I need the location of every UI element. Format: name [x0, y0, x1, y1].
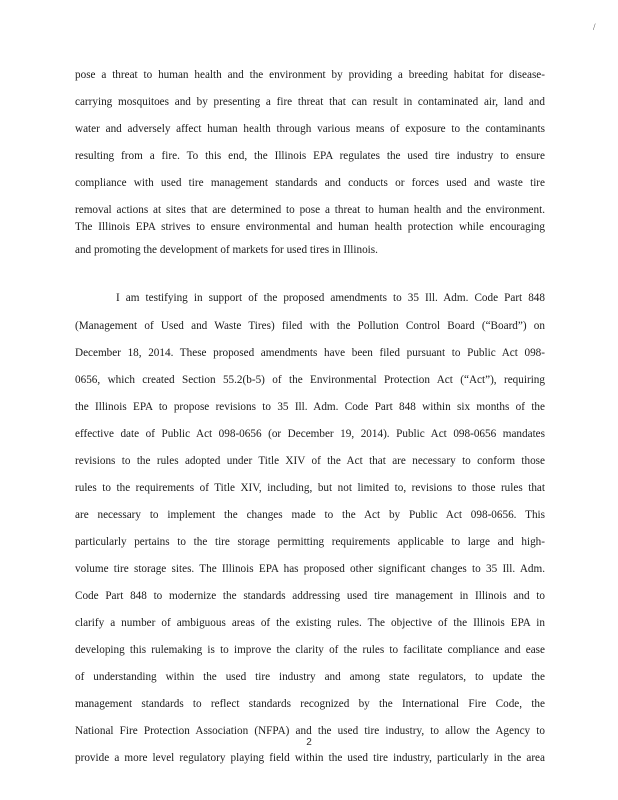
paragraph-line: I am testifying in support of the proposed amendments to 35 Ill. Adm. Code Part 848 — [116, 292, 545, 304]
corner-mark: / — [593, 22, 596, 32]
paragraph-line: are necessary to implement the changes made to the Act by Public Act 098-0656. This — [75, 509, 545, 521]
paragraph-line: provide a more level regulatory playing field within the used tire industry, particularly in the area — [75, 752, 545, 764]
paragraph-line: Code Part 848 to modernize the standards addressing used tire management in Illinois and to — [75, 590, 545, 602]
paragraph-line: the Illinois EPA to propose revisions to 35 Ill. Adm. Code Part 848 within six months of the — [75, 401, 545, 413]
paragraph-line: pose a threat to human health and the environment by providing a breeding habitat for disease- — [75, 69, 545, 81]
paragraph-line: resulting from a fire. To this end, the Illinois EPA regulates the used tire industry to ensure — [75, 150, 545, 162]
paragraph-line: rules to the requirements of Title XIV, including, but not limited to, revisions to those rules that — [75, 482, 545, 494]
paragraph-line: management standards to reflect standards recognized by the International Fire Code, the — [75, 698, 545, 710]
paragraph-line: revisions to the rules adopted under Title XIV of the Act that are necessary to conform those — [75, 455, 545, 467]
paragraph-line: The Illinois EPA strives to ensure environmental and human health protection while encouraging — [75, 221, 545, 233]
paragraph-line: water and adversely affect human health through various means of exposure to the contaminants — [75, 123, 545, 135]
paragraph-line: 0656, which created Section 55.2(b-5) of the Environmental Protection Act (“Act”), requiring — [75, 374, 545, 386]
paragraph-line: and promoting the development of markets for used tires in Illinois. — [75, 244, 378, 256]
paragraph-line: developing this rulemaking is to improve the clarity of the rules to facilitate compliance and ease — [75, 644, 545, 656]
paragraph-line: carrying mosquitoes and by presenting a fire threat that can result in contaminated air, land and — [75, 96, 545, 108]
paragraph-line: December 18, 2014. These proposed amendments have been filed pursuant to Public Act 098- — [75, 347, 545, 359]
paragraph-line: compliance with used tire management standards and conducts or forces used and waste tire — [75, 177, 545, 189]
paragraph-line: National Fire Protection Association (NFPA) and the used tire industry, to allow the Agency to — [75, 725, 545, 737]
paragraph-line: particularly pertains to the tire storage permitting requirements applicable to large and high- — [75, 536, 545, 548]
paragraph-line: clarify a number of ambiguous areas of the existing rules. The objective of the Illinois EPA in — [75, 617, 545, 629]
paragraph-line: of understanding within the used tire industry and among state regulators, to update the — [75, 671, 545, 683]
paragraph-line: removal actions at sites that are determined to pose a threat to human health and the environment. — [75, 204, 545, 216]
paragraph-line: effective date of Public Act 098-0656 (or December 19, 2014). Public Act 098-0656 mandates — [75, 428, 545, 440]
page-number: 2 — [306, 737, 312, 748]
paragraph-line: (Management of Used and Waste Tires) filed with the Pollution Control Board (“Board”) on — [75, 320, 545, 332]
paragraph-line: volume tire storage sites. The Illinois EPA has proposed other significant changes to 35 Ill. Adm. — [75, 563, 545, 575]
